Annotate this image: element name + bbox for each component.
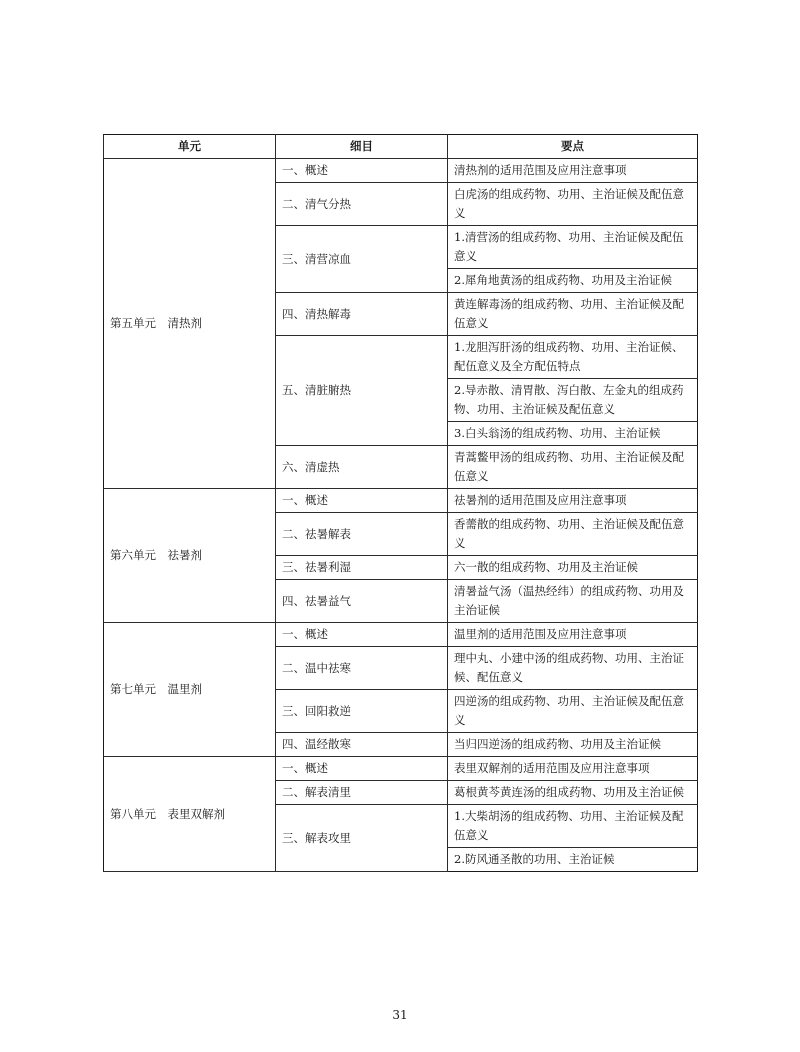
unit-cell: 第八单元 表里双解剂	[104, 757, 276, 872]
item-cell: 三、祛暑利湿	[276, 556, 448, 580]
point-cell: 清热剂的适用范围及应用注意事项	[448, 159, 698, 183]
unit-cell: 第六单元 祛暑剂	[104, 489, 276, 623]
header-unit: 单元	[104, 135, 276, 159]
point-cell: 2.犀角地黄汤的组成药物、功用及主治证候	[448, 269, 698, 293]
table-header-row	[104, 135, 698, 159]
point-cell: 理中丸、小建中汤的组成药物、功用、主治证候、配伍意义	[448, 647, 698, 690]
table-body	[104, 159, 698, 872]
item-cell: 二、温中祛寒	[276, 647, 448, 690]
point-cell: 当归四逆汤的组成药物、功用及主治证候	[448, 733, 698, 757]
item-cell: 一、概述	[276, 623, 448, 647]
point-cell: 四逆汤的组成药物、功用、主治证候及配伍意义	[448, 690, 698, 733]
item-cell: 四、清热解毒	[276, 293, 448, 336]
point-cell: 1.大柴胡汤的组成药物、功用、主治证候及配伍意义	[448, 805, 698, 848]
item-cell: 五、清脏腑热	[276, 336, 448, 446]
header-point: 要点	[448, 135, 698, 159]
point-cell: 2.导赤散、清胃散、泻白散、左金丸的组成药物、功用、主治证候及配伍意义	[448, 379, 698, 422]
point-cell: 温里剂的适用范围及应用注意事项	[448, 623, 698, 647]
item-cell: 六、清虚热	[276, 446, 448, 489]
point-cell: 1.清营汤的组成药物、功用、主治证候及配伍意义	[448, 226, 698, 269]
table-row	[104, 489, 698, 513]
table-row	[104, 159, 698, 183]
point-cell: 1.龙胆泻肝汤的组成药物、功用、主治证候、配伍意义及全方配伍特点	[448, 336, 698, 379]
item-cell: 二、解表清里	[276, 781, 448, 805]
point-cell: 2.防风通圣散的功用、主治证候	[448, 848, 698, 872]
point-cell: 表里双解剂的适用范围及应用注意事项	[448, 757, 698, 781]
header-item: 细目	[276, 135, 448, 159]
point-cell: 葛根黄芩黄连汤的组成药物、功用及主治证候	[448, 781, 698, 805]
item-cell: 三、解表攻里	[276, 805, 448, 872]
item-cell: 二、祛暑解表	[276, 513, 448, 556]
item-cell: 四、温经散寒	[276, 733, 448, 757]
point-cell: 香薷散的组成药物、功用、主治证候及配伍意义	[448, 513, 698, 556]
point-cell: 白虎汤的组成药物、功用、主治证候及配伍意义	[448, 183, 698, 226]
page-number: 31	[392, 1008, 408, 1022]
item-cell: 三、清营凉血	[276, 226, 448, 293]
syllabus-table	[103, 134, 698, 872]
point-cell: 黄连解毒汤的组成药物、功用、主治证候及配伍意义	[448, 293, 698, 336]
table-row	[104, 757, 698, 781]
item-cell: 一、概述	[276, 159, 448, 183]
point-cell: 清暑益气汤（温热经纬）的组成药物、功用及主治证候	[448, 580, 698, 623]
item-cell: 二、清气分热	[276, 183, 448, 226]
item-cell: 一、概述	[276, 757, 448, 781]
item-cell: 一、概述	[276, 489, 448, 513]
item-cell: 三、回阳救逆	[276, 690, 448, 733]
item-cell: 四、祛暑益气	[276, 580, 448, 623]
point-cell: 祛暑剂的适用范围及应用注意事项	[448, 489, 698, 513]
point-cell: 六一散的组成药物、功用及主治证候	[448, 556, 698, 580]
unit-cell: 第七单元 温里剂	[104, 623, 276, 757]
point-cell: 青蒿鳖甲汤的组成药物、功用、主治证候及配伍意义	[448, 446, 698, 489]
table-row	[104, 623, 698, 647]
unit-cell: 第五单元 清热剂	[104, 159, 276, 489]
point-cell: 3.白头翁汤的组成药物、功用、主治证候	[448, 422, 698, 446]
